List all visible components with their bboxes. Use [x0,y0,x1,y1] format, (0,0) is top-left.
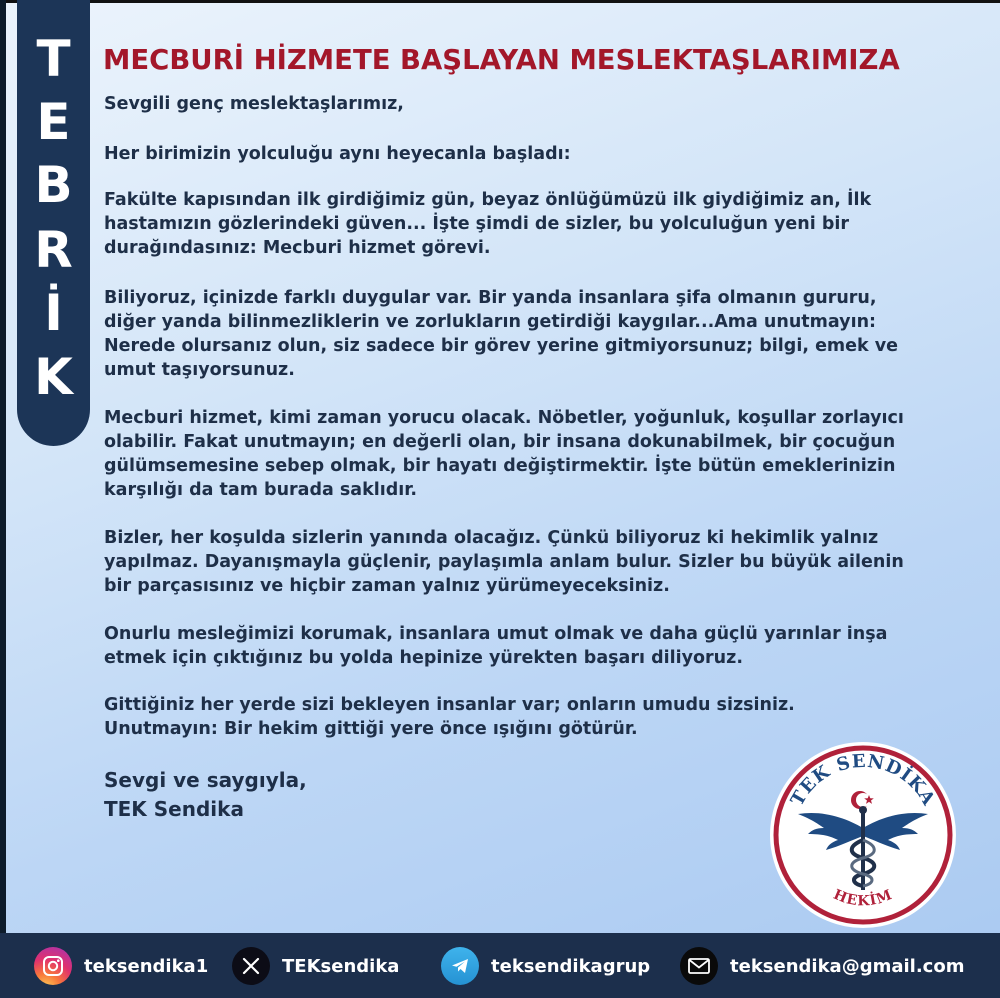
text-line: durağındasınız: Mecburi hizmet görevi. [104,238,491,258]
text-line: Gittiğiniz her yerde sizi bekleyen insanlar var; onların umudu sizsiniz. [104,695,795,715]
signoff-line: Sevgi ve saygıyla, [104,768,307,792]
text-line: karşılığı da tam burada saklıdır. [104,480,418,500]
text-line: Nerede olursanız olun, siz sadece bir görev yerine gitmiyorsunuz; bilgi, emek ve [104,336,899,356]
page-title: MECBURİ HİZMETE BAŞLAYAN MESLEKTAŞLARIMIZA [103,44,900,76]
text-line: etmek için çıktığınız bu yolda hepinize yürekten başarı diliyoruz. [104,648,743,668]
telegram-icon [441,947,479,985]
text-line: diğer yanda bilinmezliklerin ve zorlukların getirdiği kaygılar...Ama unutmayın: [104,312,877,332]
banner-letter: İ [44,284,63,342]
text-line: Onurlu mesleğimizi korumak, insanlara umut olmak ve daha güçlü yarınlar inşa [104,624,888,644]
x-icon [232,947,270,985]
banner-letter: R [34,221,73,279]
text-line: umut taşıyorsunuz. [104,360,295,380]
mail-icon [680,947,718,985]
banner-letter: T [36,30,71,88]
text-line: Mecburi hizmet, kimi zaman yorucu olacak. Nöbetler, yoğunluk, koşullar zorlayıcı [104,408,904,428]
x-link[interactable] [232,946,399,986]
instagram-icon [34,947,72,985]
email-address: teksendika@gmail.com [730,955,965,977]
paragraph [104,406,994,502]
banner-letter: B [34,156,73,214]
salutation [104,92,994,116]
text-line: Biliyoruz, içinizde farklı duygular var. Bir yanda insanlara şifa olmanın gururu, [104,288,877,308]
text-line: hastamızın gözlerindeki güven... İşte şimdi de sizler, bu yolculuğun yeni bir [104,214,849,234]
x-handle: TEKsendika [282,955,400,977]
text-line: Sevgili genç meslektaşlarımız, [104,94,404,114]
text-line: bir parçasısınız ve hiçbir zaman yalnız yürümeyeceksiniz. [104,576,670,596]
banner-letter: K [34,348,73,406]
instagram-link[interactable] [34,946,208,986]
paragraph [104,622,994,670]
signoff-org: TEK Sendika [104,797,244,821]
paragraph [104,526,994,598]
tebrik-side-banner [17,0,90,446]
text-line: Fakülte kapısından ilk girdiğimiz gün, beyaz önlüğümüzü ilk giydiğimiz an, İlk [104,190,872,210]
banner-letter: E [36,93,71,151]
text-line: Bizler, her koşulda sizlerin yanında olacağız. Çünkü biliyoruz ki hekimlik yalnız [104,528,879,548]
text-line: gülümsemesine sebep olmak, bir hayatı değiştirmektir. İşte bütün emeklerinizin [104,456,896,476]
social-footer [0,933,1000,998]
instagram-handle: teksendika1 [84,955,209,977]
top-border [0,0,1000,3]
text-line: Her birimizin yolculuğu aynı heyecanla başladı: [104,144,571,164]
signoff [104,766,307,824]
paragraph [104,142,994,166]
paragraph [104,188,994,260]
paragraph [104,286,994,382]
tek-sendika-logo [768,740,958,930]
text-line: olabilir. Fakat unutmayın; en değerli olan, bir insana dokunabilmek, bir çocuğun [104,432,896,452]
text-line: yapılmaz. Dayanışmayla güçlenir, paylaşımla anlam bulur. Sizler bu büyük ailenin [104,552,904,572]
email-link[interactable] [680,946,964,986]
text-line: Unutmayın: Bir hekim gittiği yere önce ışığını götürür. [104,719,638,739]
left-border [0,0,6,998]
logo-top-text: TEK SENDİKA [786,750,940,810]
logo-bottom-text: HEKİM [830,886,896,910]
paragraph [104,693,994,741]
telegram-handle: teksendikagrup [491,955,651,977]
telegram-link[interactable] [441,946,650,986]
